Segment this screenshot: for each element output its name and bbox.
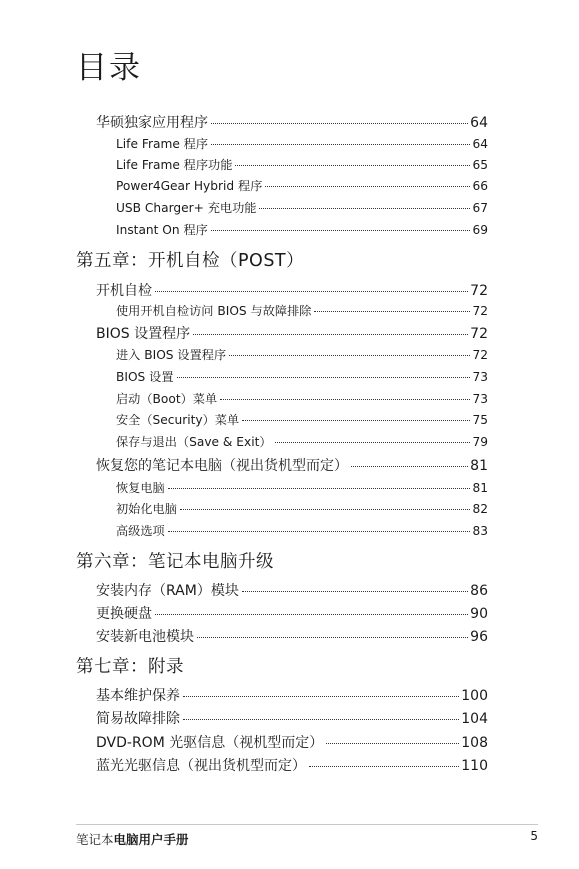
toc-entry-label: Power4Gear Hybrid 程序 [116, 179, 263, 193]
dot-leader [259, 208, 470, 209]
dot-leader [242, 591, 468, 592]
toc-entry-troubleshooting[interactable] [96, 708, 488, 728]
toc-entry-page: 79 [472, 435, 488, 449]
dot-leader [168, 488, 471, 489]
toc-entry-page: 90 [470, 606, 488, 622]
toc-entry-page: 81 [472, 481, 488, 495]
dot-leader [183, 719, 459, 720]
toc-entry-bios-setup[interactable] [96, 323, 488, 343]
footer-title-prefix: 笔记本 [76, 832, 114, 847]
toc-entry-label: 安装内存（RAM）模块 [96, 583, 239, 599]
toc-entry-post-bios-troubleshoot[interactable] [116, 302, 488, 319]
toc-entry-dvd-rom[interactable] [96, 732, 488, 752]
dot-leader [168, 531, 471, 532]
chapter-7-heading[interactable]: 第七章：附录 [76, 657, 184, 677]
toc-entry-save-exit[interactable] [116, 433, 488, 450]
toc-entry-page: 81 [470, 458, 488, 474]
toc-entry-page: 75 [472, 413, 488, 427]
toc-entry-security-menu[interactable] [116, 411, 488, 428]
dot-leader [220, 399, 470, 400]
toc-entry-page: 104 [461, 711, 488, 727]
toc-entry-label: BIOS 设置程序 [96, 326, 191, 342]
toc-entry-page: 65 [472, 158, 488, 172]
toc-entry-replace-hdd[interactable] [96, 603, 488, 623]
toc-entry-page: 72 [470, 283, 488, 299]
toc-entry-label: 安装新电池模块 [96, 629, 194, 645]
toc-entry-asus-apps[interactable] [96, 112, 488, 132]
toc-entry-label: DVD-ROM 光驱信息（视机型而定） [96, 735, 324, 751]
toc-entry-usb-charger[interactable] [116, 199, 488, 216]
toc-entry-label: 基本维护保养 [96, 688, 180, 704]
toc-entry-install-battery[interactable] [96, 626, 488, 646]
toc-entry-blu-ray[interactable] [96, 755, 488, 775]
toc-entry-page: 64 [472, 137, 488, 151]
dot-leader [180, 509, 471, 510]
toc-entry-power4gear[interactable] [116, 177, 488, 194]
toc-entry-label: Instant On 程序 [116, 223, 208, 237]
toc-entry-label: BIOS 设置 [116, 370, 174, 384]
toc-entry-label: 蓝光光驱信息（视出货机型而定） [96, 758, 306, 774]
dot-leader [193, 334, 468, 335]
dot-leader [235, 165, 470, 166]
toc-entry-label: 恢复您的笔记本电脑（视出货机型而定） [96, 458, 348, 474]
toc-entry-enter-bios[interactable] [116, 346, 488, 363]
toc-entry-maintenance[interactable] [96, 685, 488, 705]
footer-page-number: 5 [530, 829, 538, 843]
toc-entry-label: 简易故障排除 [96, 711, 180, 727]
dot-leader [211, 230, 471, 231]
toc-entry-label: 启动（Boot）菜单 [116, 392, 218, 406]
footer-title-bold: 电脑用户手册 [113, 832, 189, 847]
toc-entry-page: 64 [470, 115, 488, 131]
toc-entry-life-frame[interactable] [116, 135, 488, 152]
toc-entry-page: 83 [472, 524, 488, 538]
toc-entry-page: 100 [461, 688, 488, 704]
toc-entry-recover-notebook[interactable] [96, 455, 488, 475]
toc-entry-label: 进入 BIOS 设置程序 [116, 348, 227, 362]
chapter-5-heading[interactable]: 第五章：开机自检（POST） [76, 251, 305, 271]
toc-entry-instant-on[interactable] [116, 221, 488, 238]
toc-entry-life-frame-features[interactable] [116, 156, 488, 173]
footer-divider [76, 824, 538, 825]
dot-leader [155, 614, 468, 615]
toc-entry-label: 华硕独家应用程序 [96, 115, 208, 131]
toc-entry-page: 110 [461, 758, 488, 774]
dot-leader [326, 743, 459, 744]
toc-entry-install-ram[interactable] [96, 580, 488, 600]
page-title: 目录 [76, 50, 142, 86]
dot-leader [314, 311, 470, 312]
dot-leader [183, 696, 459, 697]
dot-leader [197, 637, 468, 638]
toc-entry-label: 保存与退出（Save & Exit） [116, 435, 272, 449]
dot-leader [229, 355, 470, 356]
toc-entry-page: 66 [472, 179, 488, 193]
toc-entry-page: 86 [470, 583, 488, 599]
dot-leader [265, 186, 470, 187]
dot-leader [155, 291, 468, 292]
toc-entry-page: 73 [472, 370, 488, 384]
dot-leader [242, 420, 470, 421]
toc-entry-page: 82 [472, 502, 488, 516]
toc-entry-label: 更换硬盘 [96, 606, 152, 622]
toc-entry-recover-pc[interactable] [116, 479, 488, 496]
toc-entry-label: 使用开机自检访问 BIOS 与故障排除 [116, 304, 312, 318]
toc-entry-page: 69 [472, 223, 488, 237]
toc-entry-label: 高级选项 [116, 524, 165, 538]
toc-entry-page: 108 [461, 735, 488, 751]
footer-manual-title [76, 830, 189, 848]
toc-entry-label: Life Frame 程序功能 [116, 158, 233, 172]
toc-entry-label: 恢复电脑 [116, 481, 165, 495]
toc-entry-page: 96 [470, 629, 488, 645]
dot-leader [309, 766, 459, 767]
dot-leader [211, 144, 470, 145]
toc-entry-page: 67 [472, 201, 488, 215]
toc-entry-bios-settings[interactable] [116, 368, 488, 385]
toc-entry-page: 72 [470, 326, 488, 342]
toc-entry-label: 初始化电脑 [116, 502, 177, 516]
toc-entry-reset-pc[interactable] [116, 500, 488, 517]
toc-entry-advanced-options[interactable] [116, 522, 488, 539]
toc-entry-post[interactable] [96, 280, 488, 300]
toc-entry-label: USB Charger+ 充电功能 [116, 201, 257, 215]
chapter-6-heading[interactable]: 第六章：笔记本电脑升级 [76, 552, 274, 572]
toc-entry-label: Life Frame 程序 [116, 137, 209, 151]
dot-leader [211, 123, 468, 124]
dot-leader [177, 377, 471, 378]
toc-entry-label: 安全（Security）菜单 [116, 413, 240, 427]
toc-entry-page: 73 [472, 392, 488, 406]
dot-leader [351, 466, 468, 467]
toc-entry-boot-menu[interactable] [116, 390, 488, 407]
toc-entry-page: 72 [472, 304, 488, 318]
toc-entry-page: 72 [472, 348, 488, 362]
toc-entry-label: 开机自检 [96, 283, 152, 299]
dot-leader [275, 442, 471, 443]
